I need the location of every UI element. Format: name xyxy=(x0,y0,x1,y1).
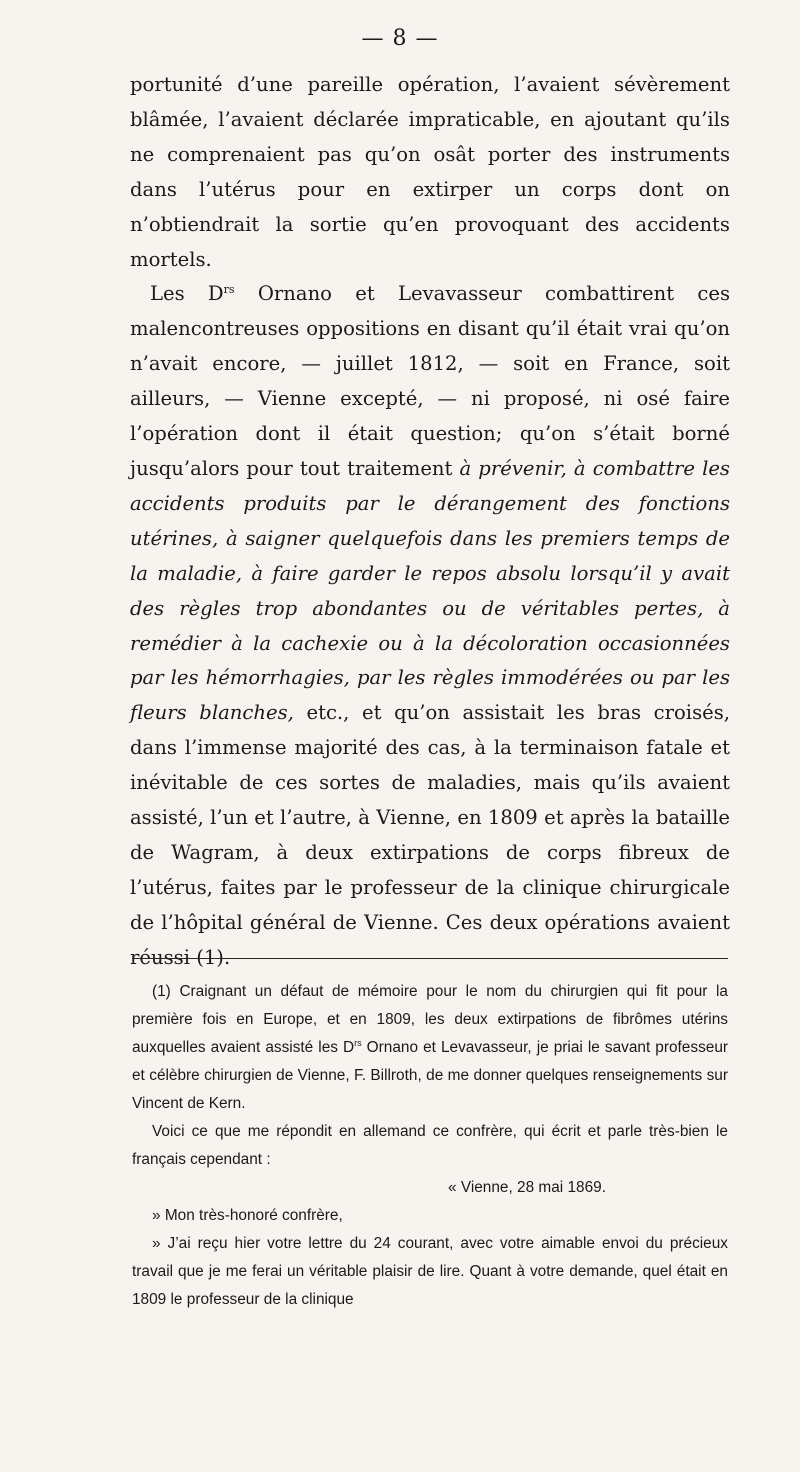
superscript: rs xyxy=(223,283,235,297)
letter-body xyxy=(132,1230,728,1314)
superscript: rs xyxy=(354,1038,362,1048)
footnote xyxy=(132,978,728,1118)
text-run: etc., et qu’on assistait les bras croisés, dans l’immense majorité des cas, à la terminaison fatale et inévitable de ces sortes de maladies, mais qu’ils avaient assisté, l’un et l’autre, à Vienne, en 1809 et après la bataille de Wagram, à deux extirpations de corps fibreux de l’utérus, faites par le professeur de la clinique chirurgicale de l’hôpital général de Vienne. Ces deux opérations avaient réussi xyxy=(130,701,730,969)
footnote-paragraph xyxy=(132,1118,728,1174)
paragraph xyxy=(130,277,730,975)
text-run: Ornano et Levavasseur, je priai le savant professeur et célèbre chirurgien de Vienne, F. Billroth, de me donner quelques renseignements sur Vincent de Kern. xyxy=(132,1039,729,1112)
italic-text: à prévenir, à combattre les accidents produits par le dérangement des fonctions utérines, à saigner quelquefois dans les premiers temps de la maladie, à faire garder le repos absolu lorsqu’il y avait des règles trop abondantes ou de véritables pertes, à remédier à la cachexie ou à la décoloration occasionnées par les hémorrhagies, par les règles immodérées ou par les fleurs blanches, xyxy=(130,456,730,725)
main-text xyxy=(130,68,730,976)
footnote-marker: (1) xyxy=(152,983,171,1000)
paragraph-text: portunité d’une pareille opération, l’avaient sévèrement blâmée, l’avaient déclarée impraticable, en ajoutant qu’ils ne comprenaient pas qu’on osât porter des instruments dans l’utérus pour en extirper un corps dont on n’obtiendrait la sortie qu’en provoquant des accidents mortels. xyxy=(130,73,730,271)
text-run: » J’ai reçu hier votre lettre du 24 courant, avec votre aimable envoi du précieux travail que je me ferai un véritable plaisir de lire. Quant à votre demande, quel était en 1809 le professeur de la clinique xyxy=(132,1235,728,1308)
footnotes xyxy=(132,978,728,1314)
letter-dateline xyxy=(132,1174,728,1202)
page-number: — 8 — xyxy=(361,26,439,51)
footnote-divider xyxy=(132,958,728,959)
text-run: « Vienne, 28 mai 1869. xyxy=(448,1179,607,1196)
footnote-reference: (1) xyxy=(196,945,224,969)
text-run: Ornano et Levavasseur combattirent ces malencontreuses oppositions en disant qu’il était vrai qu’on n’avait encore, — juillet 1812, — soit en France, soit ailleurs, — Vienne excepté, — ni proposé, ni osé faire l’opération dont il était question; qu’on s’était borné jusqu’alors pour tout traitement xyxy=(130,282,730,480)
text-run: Craignant un défaut de mémoire pour le nom du chirurgien qui fit pour la première fois en Europe, et en 1809, les deux extirpations de fibrômes utérins auxquelles avaient assisté les D xyxy=(132,983,728,1056)
letter-salutation xyxy=(132,1202,728,1230)
text-run: » Mon très-honoré confrère, xyxy=(152,1207,343,1224)
text-run: . xyxy=(223,945,231,969)
text-run: Les D xyxy=(150,282,224,306)
text-run: Voici ce que me répondit en allemand ce confrère, qui écrit et parle très-bien le français cependant : xyxy=(132,1123,728,1168)
paragraph-continuation xyxy=(130,68,730,277)
